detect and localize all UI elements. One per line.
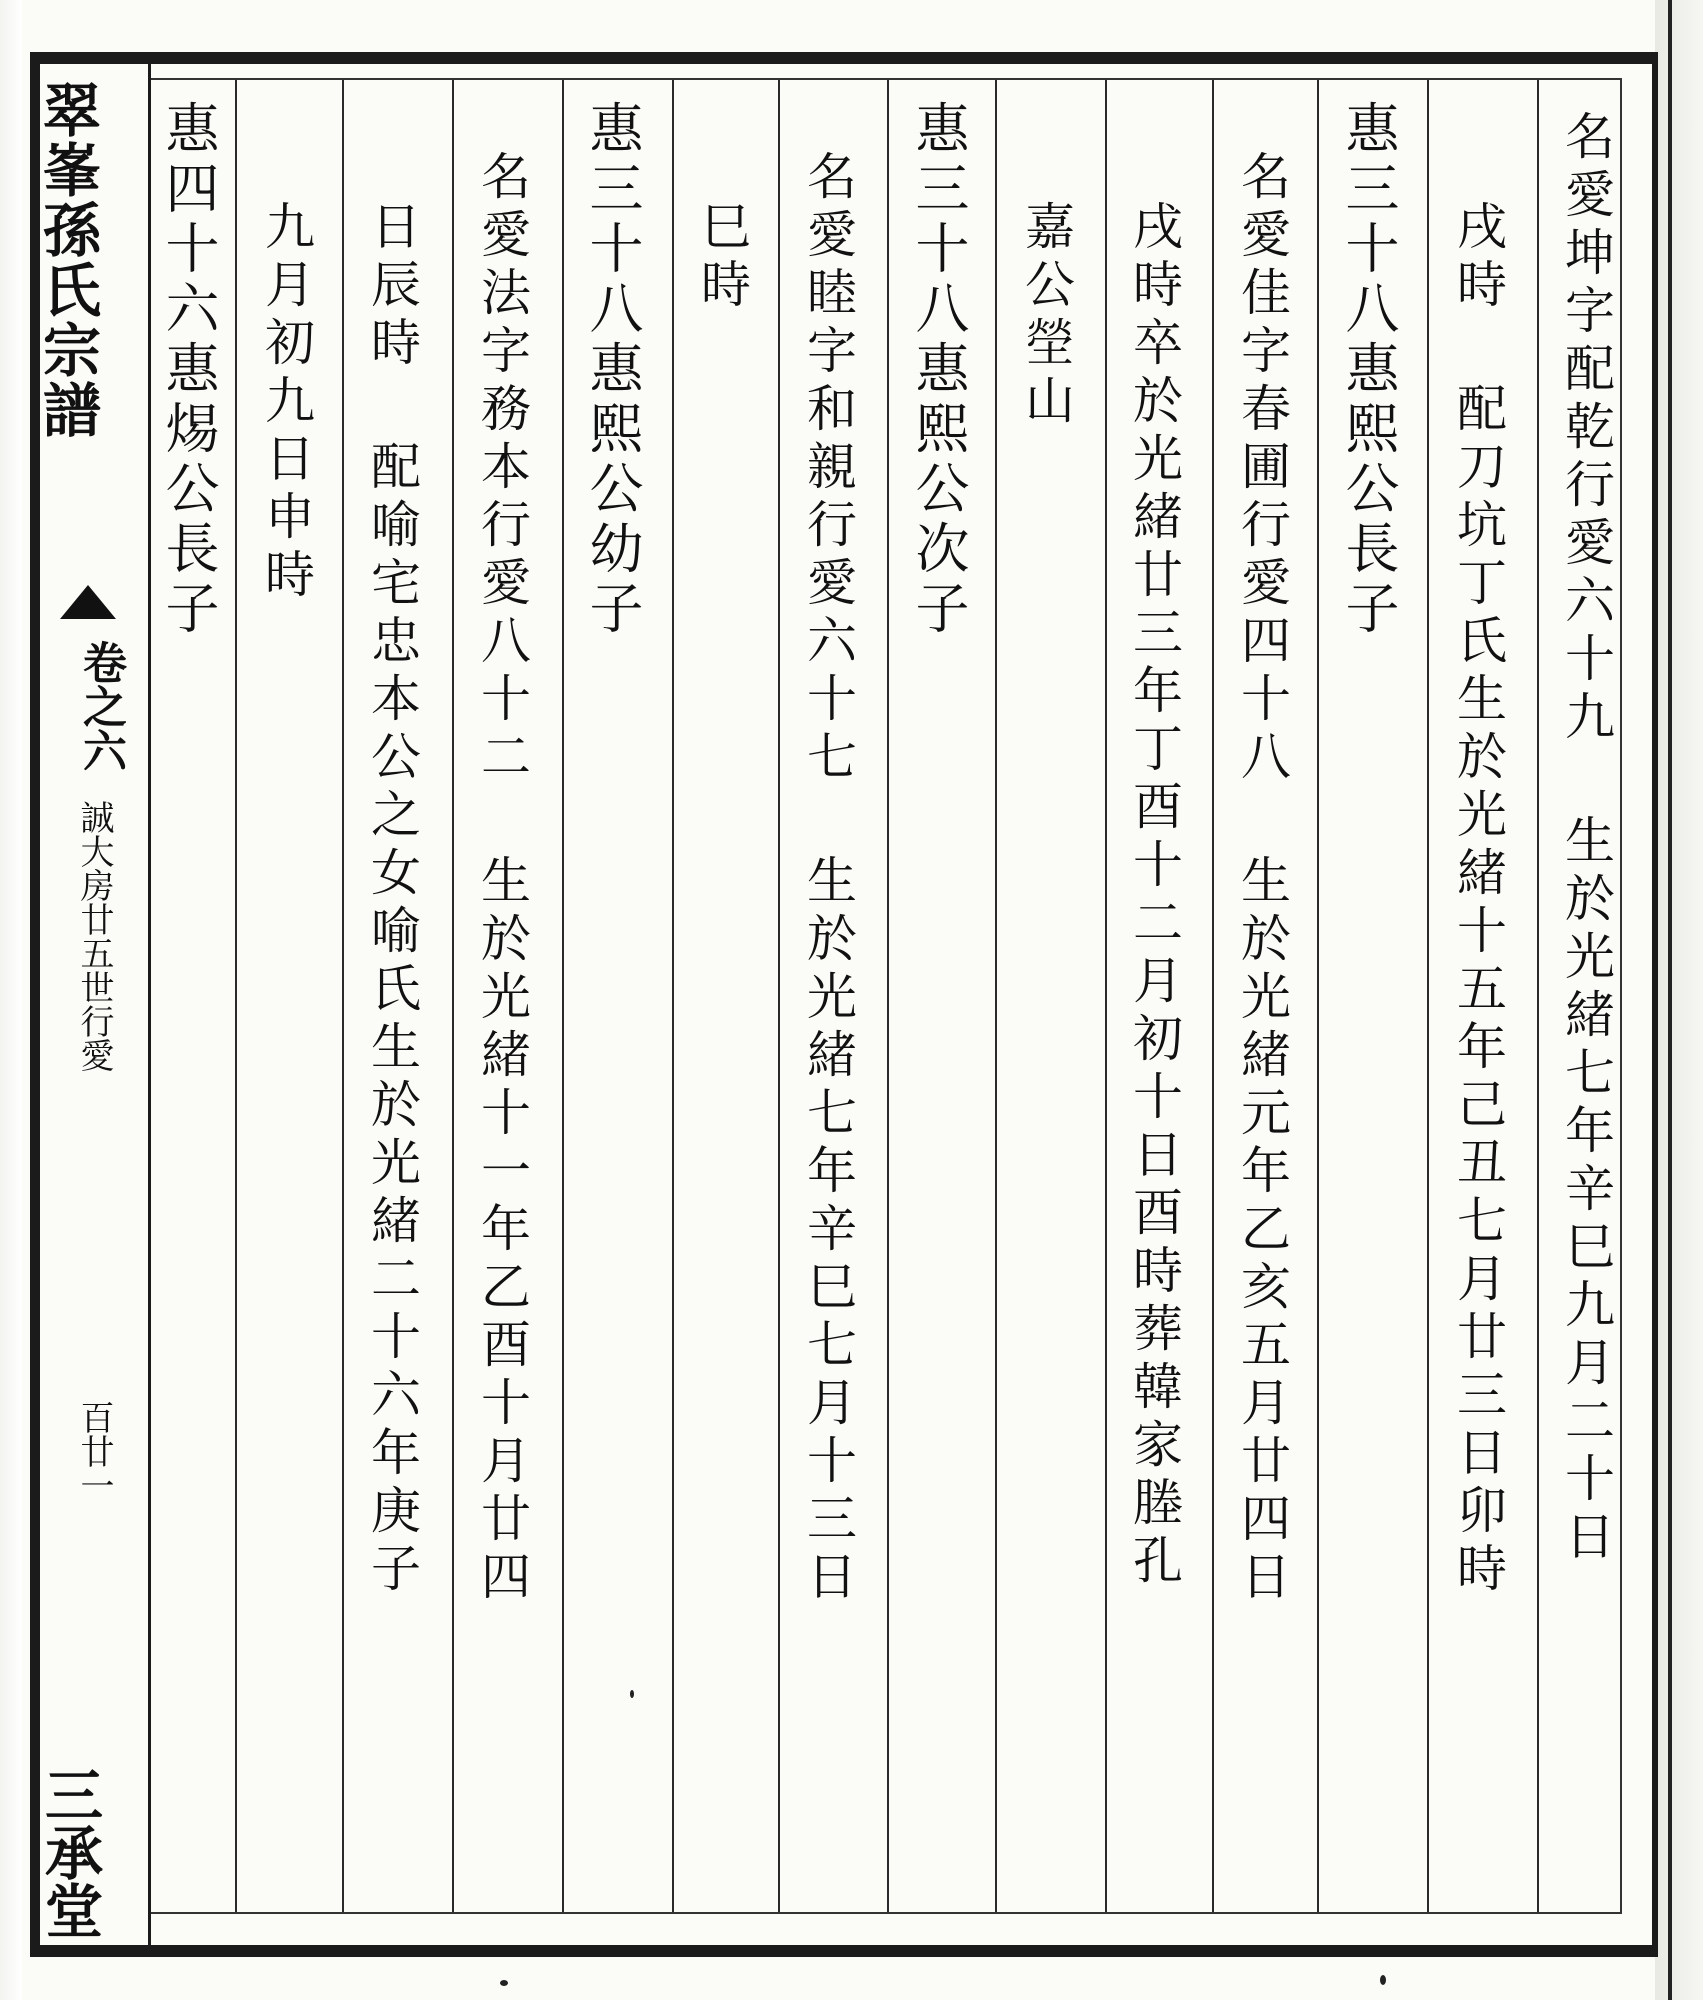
- text-column-14: 惠四十六惠焬公長子: [157, 100, 220, 640]
- column-divider: [778, 80, 780, 1912]
- scan-speck: [1380, 1975, 1386, 1985]
- frame-bottom-border: [30, 1945, 1658, 1957]
- text-column-5: 戌時卒於光緒廿三年丁酉十二月初十日酉時葬韓家塍孔: [1125, 200, 1183, 1592]
- column-divider: [1317, 80, 1319, 1912]
- margin-page-number: 百廿一: [74, 1400, 114, 1502]
- text-column-12: 日辰時 配喻宅忠本公之女喻氏生於光緒二十六年庚子: [363, 200, 421, 1600]
- column-divider: [995, 80, 997, 1912]
- fishtail-mark-icon: [60, 585, 116, 619]
- text-column-11: 名愛法字務本行愛八十二 生於光緒十一年乙酉十月廿四: [473, 150, 531, 1608]
- column-divider: [235, 80, 237, 1912]
- text-column-8: 名愛睦字和親行愛六十七 生於光緒七年辛巳七月十三日: [799, 150, 857, 1608]
- text-column-2: 戌時 配刀坑丁氏生於光緒十五年己丑七月廿三日卯時: [1449, 200, 1507, 1600]
- margin-volume: 卷之六: [75, 640, 126, 772]
- page-edge-left: [0, 0, 22, 2000]
- column-divider: [452, 80, 454, 1912]
- page-edge-right: [1655, 0, 1703, 2000]
- text-column-7: 惠三十八惠熙公次子: [907, 100, 970, 640]
- column-divider: [342, 80, 344, 1912]
- margin-section: 誠大房廿五世行愛: [74, 800, 114, 1072]
- column-divider: [562, 80, 564, 1912]
- text-column-3: 惠三十八惠熙公長子: [1337, 100, 1400, 640]
- column-divider: [887, 80, 889, 1912]
- text-column-13: 九月初九日申時: [257, 200, 315, 606]
- inner-bottom-rule: [150, 1912, 1620, 1914]
- text-column-9: 巳時: [693, 200, 751, 316]
- frame-right-border: [1652, 52, 1658, 1957]
- scan-speck: [630, 1690, 634, 1698]
- frame-top-border: [30, 52, 1658, 64]
- book-spine-line: [1668, 0, 1672, 2000]
- text-column-10: 惠三十八惠熙公幼子: [581, 100, 644, 640]
- column-divider: [1427, 80, 1429, 1912]
- inner-right-rule: [1620, 78, 1622, 1914]
- margin-hall-name: 三承堂: [35, 1765, 103, 1939]
- text-column-6: 嘉公塋山: [1017, 200, 1075, 432]
- inner-top-rule: [150, 78, 1620, 80]
- text-column-1: 名愛坤字配乾行愛六十九 生於光緒七年辛巳九月二十日: [1557, 110, 1615, 1568]
- scan-speck: [500, 1980, 508, 1986]
- column-divider: [672, 80, 674, 1912]
- column-divider: [1105, 80, 1107, 1912]
- column-divider: [1212, 80, 1214, 1912]
- column-divider: [1537, 80, 1539, 1912]
- text-column-4: 名愛佳字春圃行愛四十八 生於光緒元年乙亥五月廿四日: [1233, 150, 1291, 1608]
- margin-title: 翠峯孫氏宗譜: [33, 80, 101, 440]
